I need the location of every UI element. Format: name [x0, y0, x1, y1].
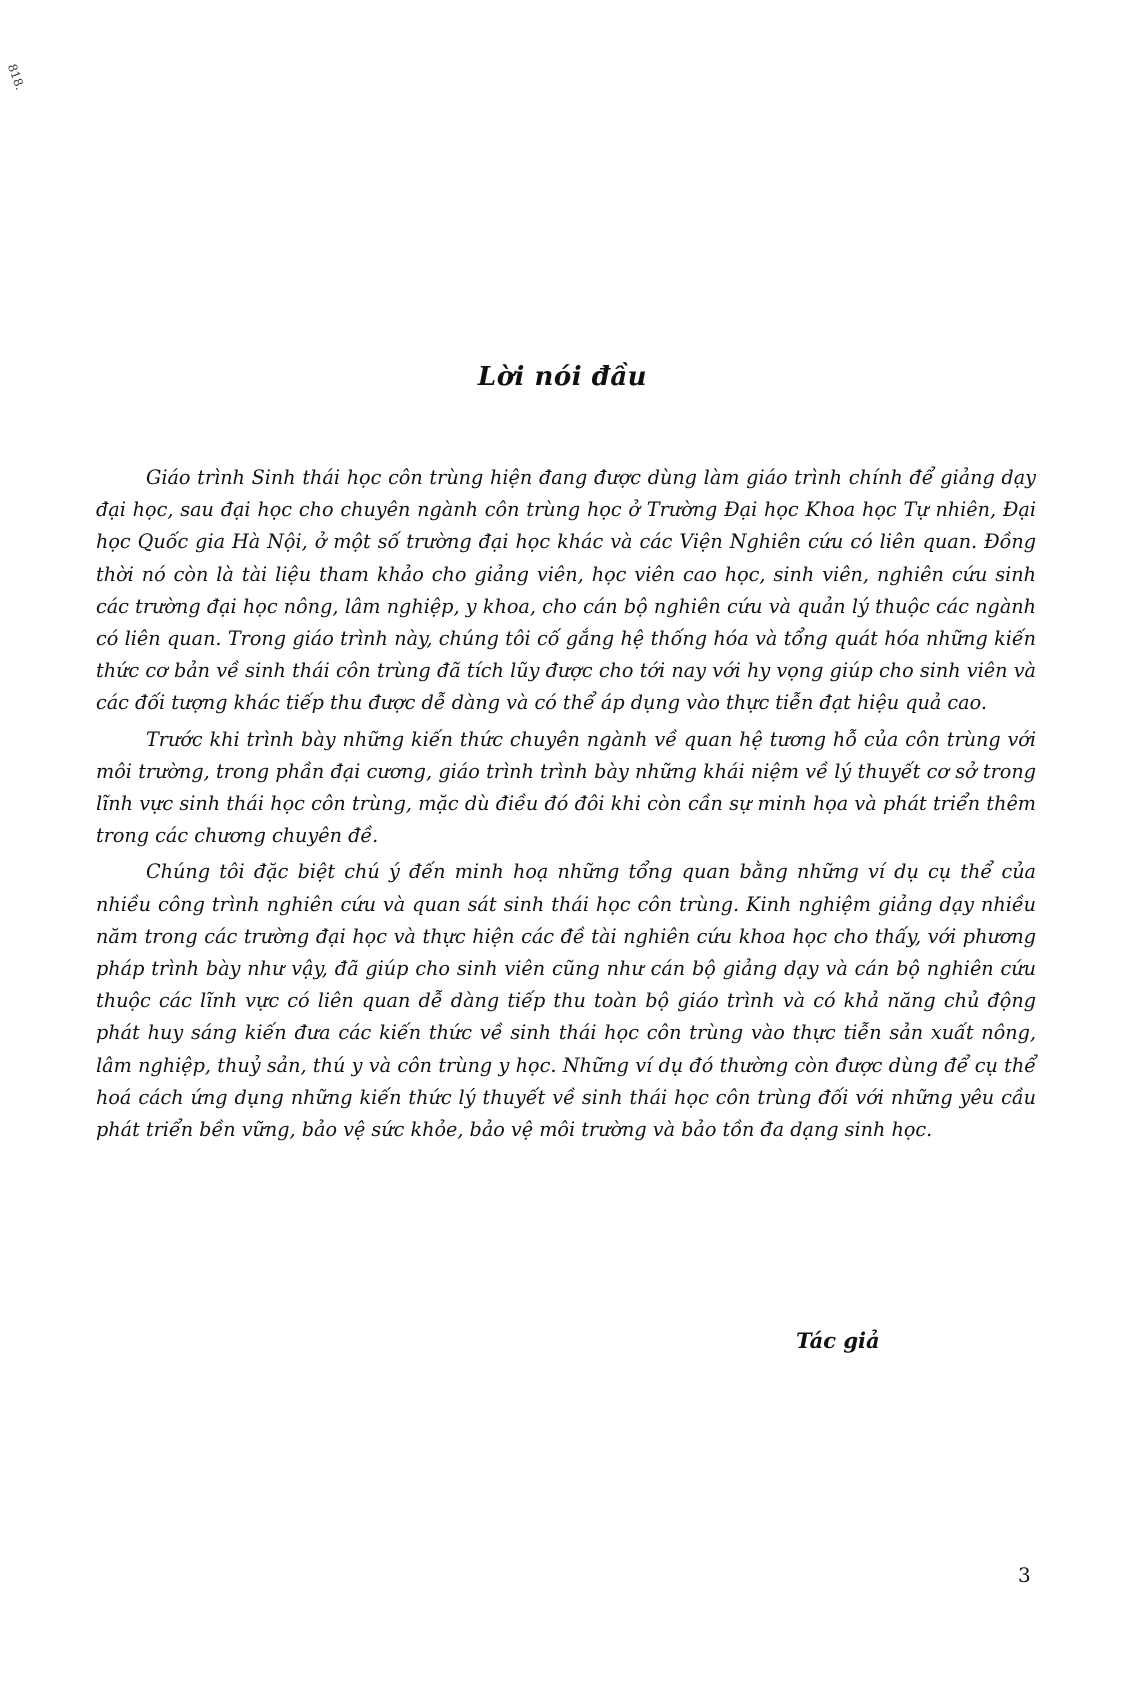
paragraph-3: Chúng tôi đặc biệt chú ý đến minh hoạ những tổng quan bằng những ví dụ cụ thể của nhiều công trình nghiên cứu và quan sát sinh thái học côn trùng. Kinh nghiệm giảng dạy nhiều năm trong các trường đại học và thực hiện các đề tài nghiên cứu khoa học cho thấy, với phương pháp trình bày như vậy, đã giúp cho sinh viên cũng như cán bộ giảng dạy và cán bộ nghiên cứu thuộc các lĩnh vực có liên quan dễ dàng tiếp thu toàn bộ giáo trình và có khả năng chủ động phát huy sáng kiến đưa các kiến thức về sinh thái học côn trùng vào thực tiễn sản xuất nông, lâm nghiệp, thuỷ sản, thú y và côn trùng y học. Những ví dụ đó thường còn được dùng để cụ thể hoá cách ứng dụng những kiến thức lý thuyết về sinh thái học côn trùng đối với những yêu cầu phát triển bền vững, bảo vệ sức khỏe, bảo vệ môi trường và bảo tồn đa dạng sinh học.: [96, 860, 1036, 1142]
author-signature: Tác giả: [796, 1328, 880, 1353]
paragraph-1: Giáo trình Sinh thái học côn trùng hiện đang được dùng làm giáo trình chính để giảng dạy đại học, sau đại học cho chuyên ngành côn trùng học ở Trường Đại học Khoa học Tự nhiên, Đại học Quốc gia Hà Nội, ở một số trường đại học khác và các Viện Nghiên cứu có liên quan. Đồng thời nó còn là tài liệu tham khảo cho giảng viên, học viên cao học, sinh viên, nghiên cứu sinh các trường đại học nông, lâm nghiệp, y khoa, cho cán bộ nghiên cứu và quản lý thuộc các ngành có liên quan. Trong giáo trình này, chúng tôi cố gắng hệ thống hóa và tổng quát hóa những kiến thức cơ bản về sinh thái côn trùng đã tích lũy được cho tới nay với hy vọng giúp cho sinh viên và các đối tượng khác tiếp thu được dễ dàng và có thể áp dụng vào thực tiễn đạt hiệu quả cao.: [96, 466, 1036, 715]
paragraph-2: Trước khi trình bày những kiến thức chuyên ngành về quan hệ tương hỗ của côn trùng với môi trường, trong phần đại cương, giáo trình trình bày những khái niệm về lý thuyết cơ sở trong lĩnh vực sinh thái học côn trùng, mặc dù điều đó đôi khi còn cần sự minh họa và phát triển thêm trong các chương chuyên đề.: [96, 727, 1036, 848]
preface-body: [96, 462, 1036, 1150]
page-number: 3: [1018, 1563, 1031, 1587]
page-title: Lời nói đầu: [477, 362, 648, 392]
corner-mark: 818.: [4, 62, 28, 92]
